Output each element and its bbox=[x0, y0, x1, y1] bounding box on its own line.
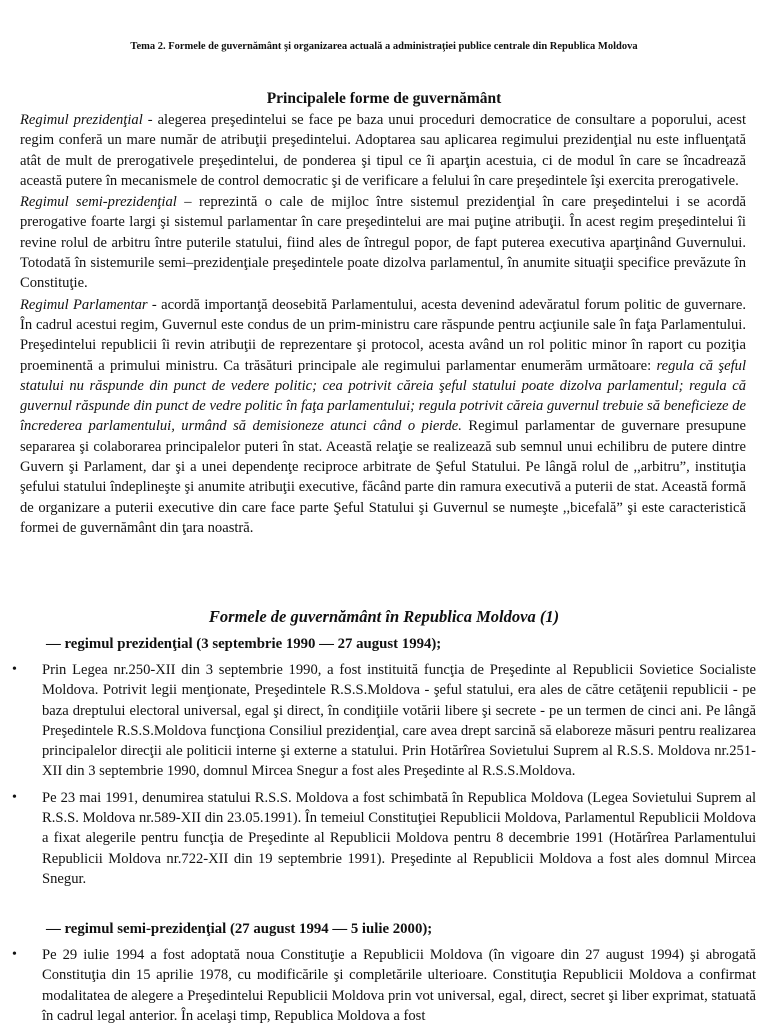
list-item-text: Prin Legea nr.250-XII din 3 septembrie 1990, a fost instituită funcţia de Preşedinte al Republicii Sovietice Socialiste Moldova. Potrivit legii menţionate, Preşedintele R.S.S.Moldova - şeful statului, era ales de către cetăţenii republicii - pe baza dreptului electoral universal, egal şi direct, în condiţiile votării libere şi secrete - pe un termen de cinci ani. Pe lângă Preşedintele R.S.S.Moldova funcţiona Consiliul prezidenţial, care avea drept sarcină să elaboreze măsuri pentru realizarea principalelor direcţii ale politicii interne şi externe a statului. Prin Hotărîrea Sovietului Suprem al R.S.S. Moldova nr.251-XII din 3 septembrie 1990, domnul Mircea Snegur a fost ales Preşedinte al R.S.S.Moldova. bbox=[42, 662, 756, 780]
term-presidential: Regimul prezidenţial bbox=[20, 112, 143, 128]
bullet-icon: • bbox=[12, 789, 17, 805]
section-title-moldova-forms: Formele de guvernământ în Republica Moldova (1) bbox=[208, 607, 560, 626]
term-parliamentary: Regimul Parlamentar bbox=[20, 296, 148, 313]
bullet-list-presidential bbox=[0, 660, 756, 895]
period-heading-semi-presidential: — regimul semi-prezidenţial (27 august 1994 — 5 iulie 2000); bbox=[46, 921, 433, 937]
section-title-main-forms: Principalele forme de guvernământ bbox=[266, 90, 502, 107]
list-item-text: Pe 29 iulie 1994 a fost adoptată noua Constituţie a Republicii Moldova (în vigoare din 27 august 1994) şi abrogată Constituţia din 15 aprilie 1978, cu modificările şi completările ulterioare. Constituţia Republicii Moldova a confirmat modalitatea de alegere a Preşedintelui Republicii Moldova prin vot universal, egal, direct, secret şi liber exprimat, statuată în cadrul legal anterior. În acelaşi timp, Republica Moldova a fost bbox=[42, 947, 756, 1024]
paragraph-parliamentary bbox=[20, 295, 746, 539]
section-body bbox=[20, 110, 746, 539]
bullet-list-semi-presidential bbox=[0, 945, 756, 1024]
paragraph-semi-presidential bbox=[20, 192, 746, 293]
term-semi-presidential: Regimul semi-prezidenţial bbox=[20, 194, 177, 211]
bullet-icon: • bbox=[12, 947, 17, 962]
text-parliamentary-rules: regula că şeful statului nu răspunde din punct de vedere politic; cea potrivit căreia şeful statului poate dizolva parlamentul; regula că guvernul răspunde din punct de vedre politic în faţa parlamentului; regula potrivit căreia guvernul trebuie să beneficieze de încrederea parlamentului, urmând să demisioneze atunci când o pierde. bbox=[20, 357, 746, 435]
running-header: Tema 2. Formele de guvernământ şi organizarea actuală a administraţiei publice centrale din Republica Moldova bbox=[130, 41, 638, 52]
text-presidential: - alegerea preşedintelui se face pe baza unui proceduri democratice de consultare a poporului, acest regim conferă un mare număr de atribuţii preşedintelui. Adoptarea sau aplicarea regimului prezidenţial nu este influenţată atât de mult de prerogativele preşedintelui, de ponderea şi tipul ce îi aparţin acestuia, ci de modul în care se încadrează această putere în mecanismele de control democratic şi de verificare a felului în care preşedintele îşi exercita prerogativele. bbox=[20, 112, 746, 189]
text-parliamentary: - acordă importanţă deosebită Parlamentului, acesta devenind adevăratul forum politic de guvernare. În cadrul acestui regim, Guvernul este condus de un prim-ministru care răspunde pentru acţiunile sale în faţa Parlamentului. Preşedintelui republicii îi revin atribuţii de reprezentare şi protocol, acesta având un rol politic minor în raport cu poziţia proeminentă a primului ministru. Ca trăsături principale ale regimului parlamentar enumerăm următoare: bbox=[20, 296, 747, 374]
list-item bbox=[0, 788, 756, 889]
list-item-text: Pe 23 mai 1991, denumirea statului R.S.S. Moldova a fost schimbată în Republica Moldova (Legea Sovietului Suprem al R.S.S. Moldova nr.589-XII din 23.05.1991). În temeiul Constituţiei Republicii Moldova, Parlamentul Republicii Moldova a fixat alegerile pentru funcţia de Preşedinte al Republicii Moldova pentru 8 decembrie 1991 (Hotărîrea Parlamentului Republicii Moldova nr.722-XII din 19 septembrie 1991). Preşedinte al Republicii Moldova a fost ales domnul Mircea Snegur. bbox=[42, 789, 756, 887]
bullet-icon: • bbox=[12, 662, 17, 677]
list-item bbox=[0, 660, 756, 782]
list-item bbox=[0, 945, 756, 1024]
text-parliamentary-rest: Regimul parlamentar de guvernare presupune separarea şi colaborarea principalelor puteri în stat. Această relaţie se realizează sub semnul unui echilibru de putere dintre Guvern şi Parlament, dar şi a unei dependenţe reciproce arbitrate de Şeful Statului. Pe lângă rolul de ,,arbitru”, instituţia şefului statului îndeplineşte şi anumite atribuţii executive, făcând parte din ramura executivă a puterii de stat. Această formă de organizare a puterii executive din care face parte Şeful Statului şi Guvernul se numeşte ,,bicefală” şi este caracteristică formei de guvernământ din ţara noastră. bbox=[20, 418, 746, 536]
text-semi-presidential: – reprezintă o cale de mijloc între sistemul prezidenţial în care preşedintelui i se acordă prerogative foarte largi şi sistemul parlamentar în care preşedintelui are mai puţine atribuţii. În acest regim preşedintelui îi revine rolul de arbitru între puterile statului, fiind ales de întregul popor, de fapt puterea executiva aparţinând Guvernului. Totodată în sistemurile semi–prezidenţiale preşedintele poate dizolva parlamentul, în anumite situaţii specifice prevăzute în Constituţie. bbox=[20, 194, 746, 292]
period-heading-presidential: — regimul prezidenţial (3 septembrie 1990 — 27 august 1994); bbox=[46, 636, 442, 652]
paragraph-presidential bbox=[20, 110, 746, 191]
